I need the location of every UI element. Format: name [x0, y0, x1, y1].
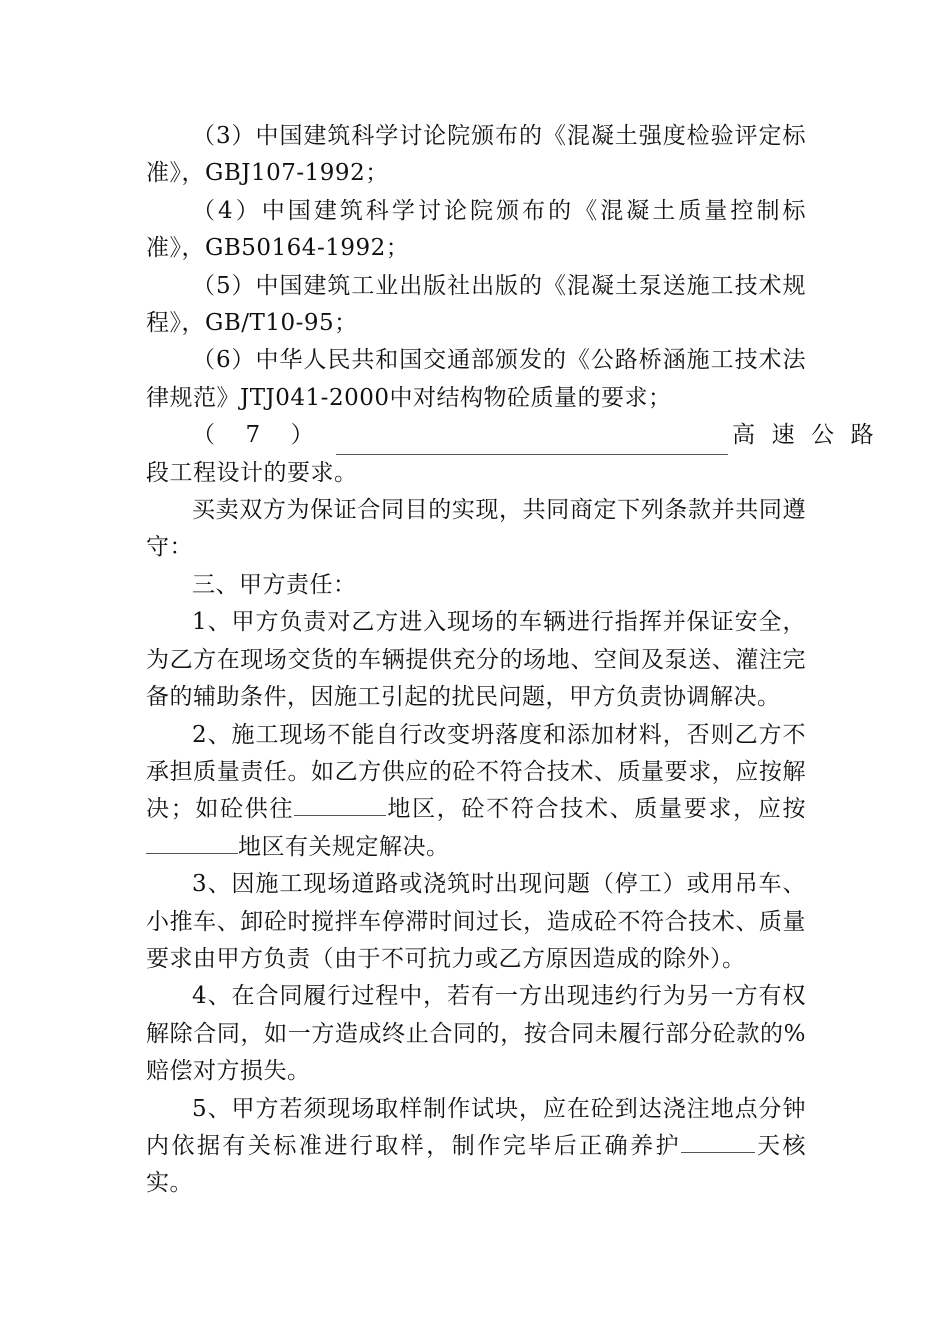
- duty-item-4: 4、在合同履行过程中，若有一方出现违约行为另一方有权解除合同，如一方造成终止合同的，按合同未履行部分砼款的%赔偿对方损失。: [146, 983, 806, 1085]
- duty-item-5-part-a: 5、甲方若须现场取样制作试块，应在砼到达浇注地点分钟内依据有关标准进行取样，制作完毕后正确养护: [146, 1095, 806, 1159]
- region-blank-1[interactable]: [294, 795, 386, 817]
- curing-days-blank[interactable]: [681, 1131, 755, 1153]
- clause-7-blank[interactable]: [336, 433, 728, 455]
- duty-item-3: 3、因施工现场道路或浇筑时出现问题（停工）或用吊车、小推车、卸砼时搅拌车停滞时间过长，造成砼不符合技术、质量要求由甲方负责（由于不可抗力或乙方原因造成的除外）。: [146, 871, 806, 972]
- region-blank-2[interactable]: [146, 832, 238, 854]
- duty-item-2: [146, 717, 806, 867]
- clause-7-tail: 高 速 公 路: [732, 422, 875, 449]
- clause-7-number: （ 7 ）: [192, 422, 315, 449]
- duty-item-1: 1、甲方负责对乙方进入现场的车辆进行指挥并保证安全，为乙方在现场交货的车辆提供充分的场地、空间及泵送、灌注完备的辅助条件，因施工引起的扰民问题，甲方负责协调解决。: [146, 609, 806, 711]
- clause-7-line2: 段工程设计的要求。: [146, 459, 358, 486]
- clause-4: （4）中国建筑科学讨论院颁布的《混凝土质量控制标准》，GB50164-1992；: [146, 197, 806, 262]
- clause-3: （3）中国建筑科学讨论院颁布的《混凝土强度检验评定标准》，GBJ107-1992；: [146, 123, 806, 187]
- duty-item-2-part-a: 2、施工现场不能自行改变坍落度和添加材料，否则乙方不承担质量责任。如乙方供应的砼不符合技术、质量要求，应按解决；如砼供往: [146, 721, 806, 823]
- duty-item-2-part-c: 地区有关规定解决。: [238, 833, 450, 860]
- agreement-paragraph: 买卖双方为保证合同目的实现，共同商定下列条款并共同遵守：: [146, 497, 806, 561]
- duty-item-5: [146, 1091, 806, 1203]
- section-heading-3: 三、甲方责任：: [192, 571, 357, 598]
- duty-item-5-part-b: 天核实。: [146, 1132, 807, 1197]
- document-body: [146, 118, 875, 1203]
- clause-5: （5）中国建筑工业出版社出版的《混凝土泵送施工技术规程》，GB/T10-95；: [146, 272, 806, 337]
- clause-7-line: [146, 417, 875, 454]
- clause-6: （6）中华人民共和国交通部颁发的《公路桥涵施工技术法律规范》JTJ041-2000中对结构物砼质量的要求；: [146, 347, 806, 411]
- duty-item-2-part-b: 地区，砼不符合技术、质量要求，应按: [386, 796, 807, 823]
